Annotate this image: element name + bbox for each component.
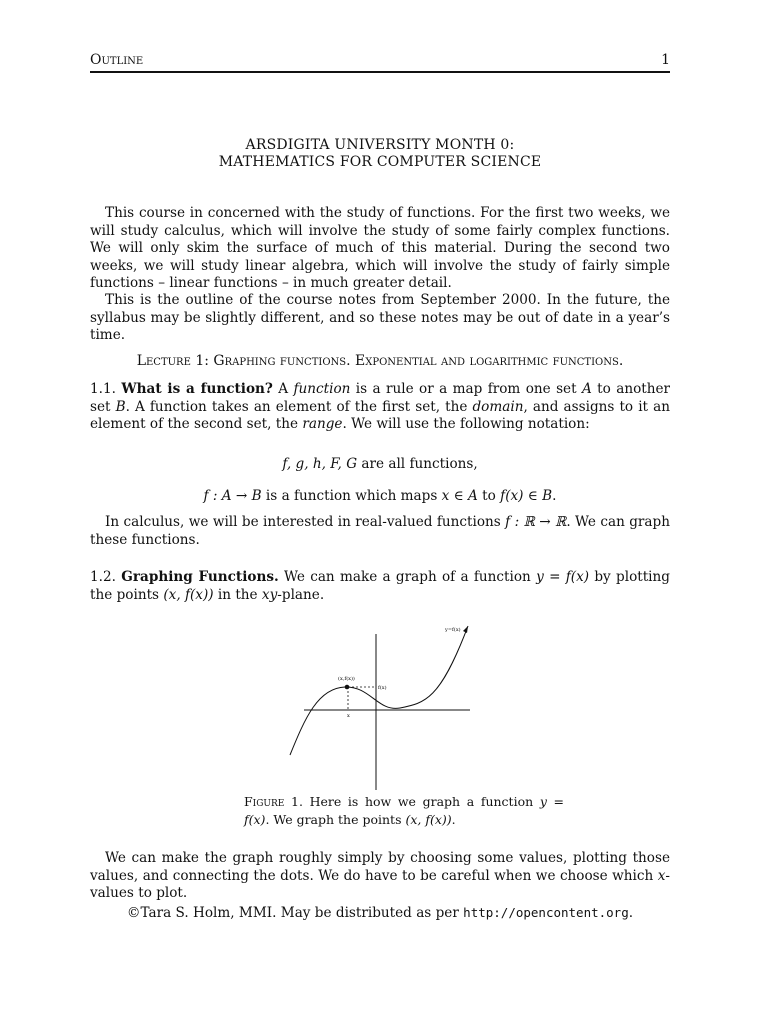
plotted-point (345, 685, 350, 690)
math-expression: (x, f(x)) (163, 586, 214, 603)
fx-label: f(x) (378, 685, 387, 691)
header-rule (90, 71, 670, 73)
section-number: 1.2. (90, 569, 116, 585)
text-run: . (451, 812, 456, 827)
math-expression: f(x) ∈ B (500, 488, 553, 504)
text-run: in the (213, 586, 262, 603)
math-expression: f, g, h, F, G (282, 456, 358, 472)
math-expression: y = f(x) (244, 794, 564, 827)
text-run: Here is how we graph a function (302, 794, 540, 809)
term-function: function (293, 381, 351, 397)
text-run: We can make a graph of a function (278, 569, 537, 585)
section-number: 1.1. (90, 381, 116, 397)
closing-paragraph (90, 850, 670, 903)
text-run: -plane. (277, 586, 325, 603)
math-expression: xy (261, 586, 278, 603)
display-equation-1 (90, 456, 670, 472)
math-expression: x ∈ A (441, 488, 478, 504)
text-run: We can make the graph roughly simply by choosing some values, plotting those values, and connecting the dots. We do have to be careful when we choose which (90, 850, 670, 884)
title-line-1: ARSDIGITA UNIVERSITY MONTH 0: (245, 137, 515, 153)
curve-label: y=f(x) (445, 627, 461, 633)
text-run: by plotting the points (90, 569, 670, 603)
text-run: . (628, 905, 634, 921)
running-header (90, 52, 670, 68)
text-run: to another set (90, 381, 671, 415)
math-expression: x (657, 867, 666, 884)
text-run: are all functions, (357, 456, 478, 472)
page-number: 1 (661, 52, 670, 68)
intro-paragraph-1: This course in concerned with the study of functions. For the first two weeks, we will study calculus, which will involve the study of some fairly complex functions. We will only skim the surface of much of this material. During the second two weeks, we will study linear algebra, which will involve the study of fairly simple functions – linear functions – in much greater detail. (90, 205, 670, 291)
display-equation-2 (90, 488, 670, 504)
header-title: Outline (90, 52, 144, 68)
intro-paragraph-2: This is the outline of the course notes from September 2000. In the future, the syllabus may be slightly different, and so these notes may be out of date in a year’s time. (90, 292, 670, 343)
section-1-2-paragraph (90, 569, 670, 604)
text-run: . (552, 488, 557, 504)
point-label: (x,f(x)) (338, 676, 355, 682)
term-domain: domain (472, 398, 524, 415)
term-range: range (302, 416, 343, 432)
text-run: . We will use the following notation: (342, 416, 590, 432)
math-expression: y = f(x) (536, 569, 590, 585)
text-run: -values to plot. (90, 867, 670, 901)
curve-arrowhead (463, 626, 468, 633)
text-run: A (272, 381, 294, 397)
calculus-paragraph (90, 514, 670, 549)
math-expression: f : ℝ → ℝ (505, 514, 567, 530)
caption-label: Figure 1. (244, 794, 303, 809)
text-run: . We graph the points (265, 812, 406, 827)
footer-text: Tara S. Holm, MMI. May be distributed as per (140, 905, 464, 921)
lecture-heading: Lecture 1: Graphing functions. Exponential and logarithmic functions. (136, 353, 624, 369)
math-expression: f : A → B (203, 488, 262, 504)
text-run: In calculus, we will be interested in real-valued functions (105, 514, 506, 530)
opencontent-link[interactable]: http://opencontent.org (463, 905, 629, 920)
section-title: Graphing Functions. (121, 569, 279, 585)
function-graph-figure (280, 620, 480, 798)
x-value-label: x (347, 713, 350, 719)
text-run: . A function takes an element of the first set, the (125, 398, 473, 415)
section-1-1-paragraph (90, 381, 670, 434)
text-run: to (477, 488, 501, 504)
text-run: is a function which maps (261, 488, 442, 504)
text-run: , and assigns to it an element of the second set, the (90, 398, 670, 432)
figure-caption (244, 793, 564, 829)
math-B: B (115, 398, 126, 415)
document-title (90, 137, 670, 171)
text-run: is a rule or a map from one set (350, 381, 582, 397)
copyright-footer (90, 905, 670, 921)
math-A: A (581, 381, 592, 397)
math-expression: (x, f(x)) (405, 812, 452, 827)
section-title: What is a function? (121, 381, 273, 397)
copyright-icon: © (126, 905, 141, 921)
text-run: . We can graph these functions. (90, 514, 670, 548)
title-line-2: MATHEMATICS FOR COMPUTER SCIENCE (218, 154, 542, 170)
